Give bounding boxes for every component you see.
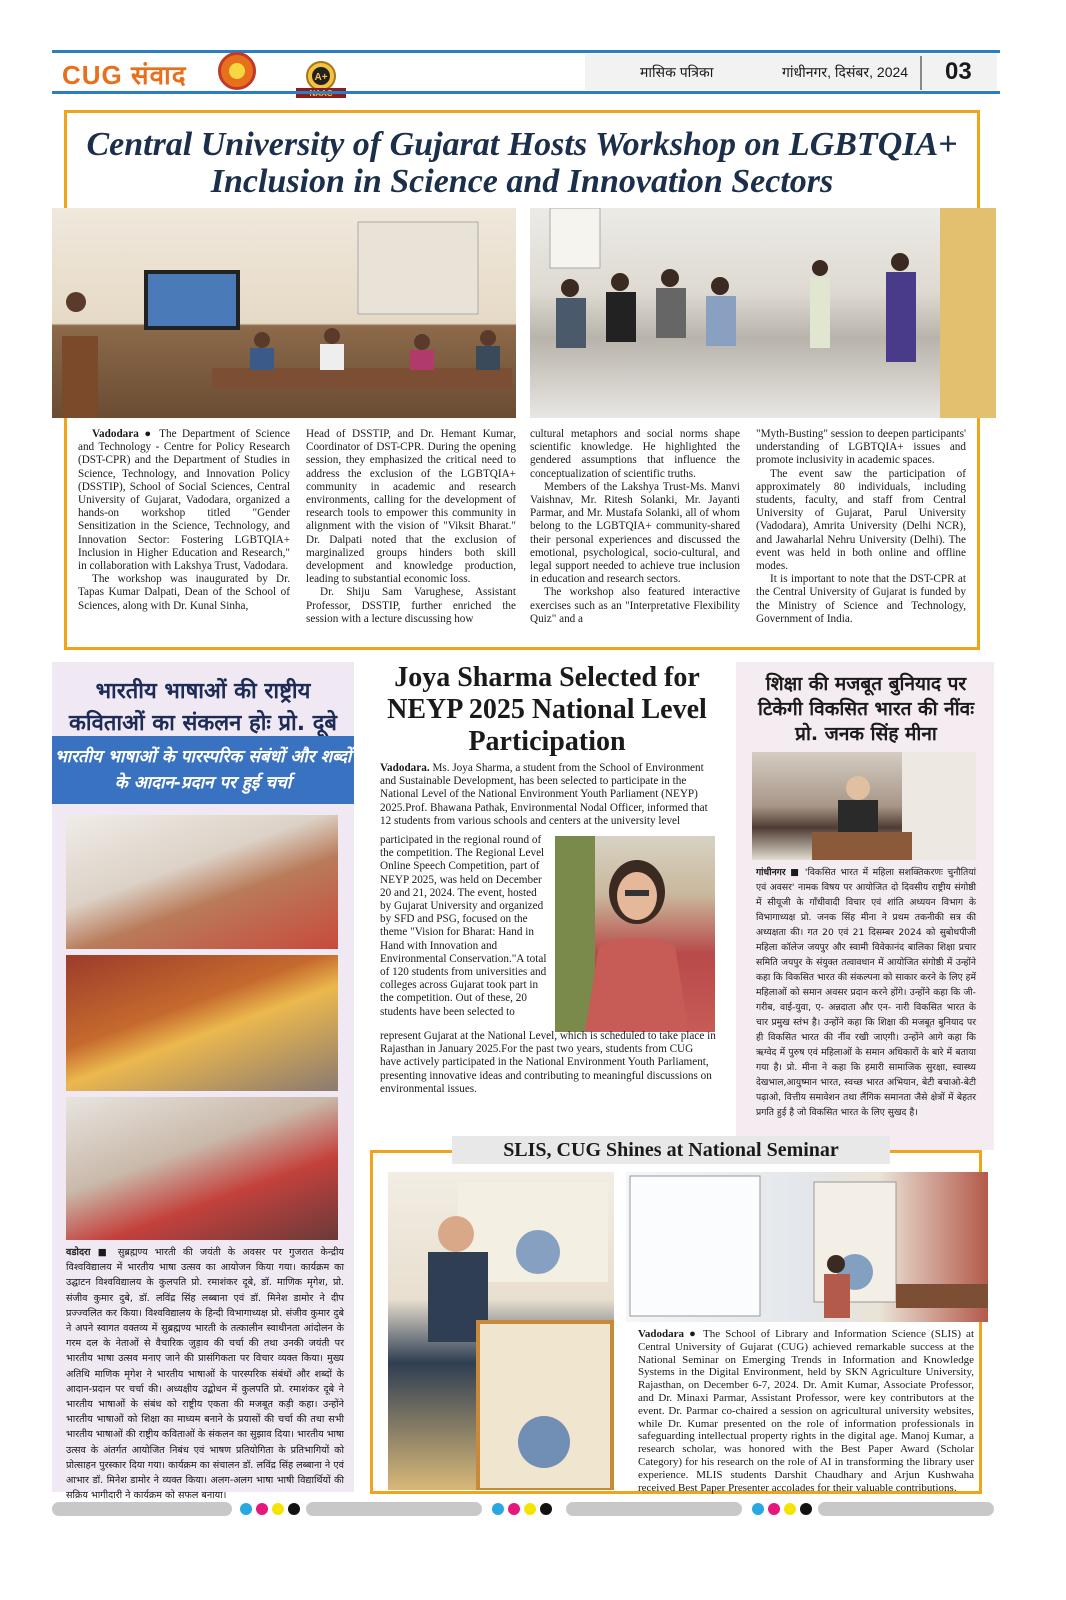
article1-location: Vadodara (92, 428, 139, 440)
footer-bar-2 (306, 1502, 482, 1516)
slis-body: Vadodara ● The School of Library and Information Science (SLIS) at Central University of Gujarat (CUG) achieved remarkable success at the National Seminar on Emerging Trends in Information and Knowledge Systems in the Digital Environment, held by SKN Agriculture University, Rajasthan, on December 6-7, 2024. Dr. Amit Kumar, Associate Professor, and Dr. Minaxi Parmar, Assistant Professor, were key contributors at the event. Dr. Parmar co-chaired a session on agricultural university websites, while Dr. Kumar presented on the role of information professionals in safeguarding intellectual property rights in the digital age. Manoj Kumar, a research scholar, was honored with the Best Paper Award (Scholar Category) for his research on the role of AI in transforming the library user experience. MLIS students Darshit Chaudhary and Arjun Kushwaha received Best Paper Presenter accolades for their valuable contributions. (638, 1328, 974, 1494)
footer-dot-black-1 (288, 1503, 300, 1515)
footer-dot-cyan-3 (752, 1503, 764, 1515)
article1-col3b-text: Members of the Lakshya Trust-Ms. Manvi Vaishnav, Mr. Ritesh Solanki, Mr. Jayanti Parmar, and Mr. Mustafa Solanki, all of whom belong to the LGBTQIA+ community-shared their personal experiences and discussed the emotional, psychological, socio-cultural, and legal support needed to achieve true inclusion in education and research sectors. (530, 480, 740, 586)
article1-photo-stage (52, 208, 516, 418)
article1-title: Central University of Gujarat Hosts Workshop on LGBTQIA+ Inclusion in Science and Innovation Sectors (86, 126, 958, 200)
footer-dot-yellow-1 (272, 1503, 284, 1515)
hindi-right-title: शिक्षा की मजबूत बुनियाद पर टिकेगी विकसित भारत की नींवः प्रो. जनक सिंह मीना (757, 673, 975, 745)
article1-col4c-text: It is important to note that the DST-CPR at the Central University of Gujarat is funded by the Ministry of Science and Technology, Government of India. (756, 573, 966, 625)
header-rule-top (52, 50, 1000, 53)
joya-body-middle: participated in the regional round of the competition. The Regional Level Online Speech Competition, part of NEYP 2025, was held on December 20 and 21, 2024. The event, hosted by Gujarat University and organized by SFD and PSG, focused on the theme "Vision for Bharat: Hand in Hand with Innovation and Environmental Conservation."A total of 120 students from universities and colleges across Gujarat took part in the competition. Out of these, 20 students have been selected to (380, 834, 547, 1018)
hindi-left-title: भारतीय भाषाओं की राष्ट्रीय कविताओं का संकलन होः प्रो. दूबे (69, 679, 337, 736)
article1-col1-text: The Department of Science and Technology - Centre for Policy Research (DST-CPR) and the Department of Studies in Science, Technology, and Innovation Policy (DSSTIP), School of Social Sciences, Central University of Gujarat, Vadodara, organized a hands-on workshop titled "Gender Sensitization in the Science, Technology, and Innovation Sector: Fostering LGBTQIA+ Inclusion in Higher Education and Research," in collaboration with Lakshya Trust, Vadodara. (78, 428, 291, 573)
footer-dot-yellow-2 (524, 1503, 536, 1515)
slis-photo-speaker (388, 1172, 614, 1490)
article1-col2-text: Head of DSSTIP, and Dr. Hemant Kumar, Coordinator of DST-CPR. During the opening session, they emphasized the critical need to address the exclusion of the LGBTQIA+ community in academic and research environments, calling for the development of research tools to empower this community in alignment with the vision of "Viksit Bharat." Dr. Dalpati noted that the exclusion of marginalized groups hinders both skill development and knowledge production, leading to substantial economic loss. (306, 428, 516, 586)
footer-bar-1 (52, 1502, 232, 1516)
hindi-right-photo (752, 752, 976, 860)
footer-dot-cyan-2 (492, 1503, 504, 1515)
hindi-left-photo-1 (66, 815, 338, 949)
naac-grade: A+ (314, 72, 328, 83)
header-rule-bottom (52, 91, 1000, 94)
article1-column-1: Vadodara ● The Department of Science and Technology - Centre for Policy Research (DST-CPR) and the Department of Studies in Science, Technology, and Innovation Policy (DSSTIP), School of Social Sciences, Central University of Gujarat, Vadodara, organized a hands-on workshop titled "Gender Sensitization in the Science, Technology, and Innovation Sector: Fostering LGBTQIA+ Inclusion in Higher Education and Research," in collaboration with Lakshya Trust, Vadodara. The workshop was inaugurated by Dr. Tapas Kumar Dalpati, Dean of the School of Sciences, along with Dr. Kunal Sinha, (78, 428, 291, 612)
hindi-right-body: गांधीनगर ■ 'विकसित भारत में महिला सशक्तिकरणः चुनौतियां एवं अवसर' नामक विषय पर आयोजित दो दिवसीय राष्ट्रीय संगोष्ठी में सीयूजी के गाँधीवादी विचार एवं शांति अध्ययन विभाग के विभागाध्यक्ष प्रो. जनक सिंह मीना ने प्रथम तकनीकी सत्र की अध्यक्षता की। गत 20 एवं 21 दिसम्बर 2024 को सुबोधपीजी महिला कॉलेज जयपुर और स्वामी विवेकानंद बालिका शिक्षा प्रचार समिति जयपुर के संयुक्त तत्वावधान में आयोजित संगोष्ठी में उन्होंने कहा कि विकसित भारत की संकल्पना को साकार करने के लिए हमें महिलाओं को समान अवसर प्रदान करने होंगे। उन्होंने कहा कि जी- गरीब, वाई-युवा, ए- अन्नदाता और एन- नारी विकसित भारत के चार प्रमुख स्तंभ है। उन्होंने कहा कि शिक्षा की मजबूत बुनियाद पर ही विकसित भारत की नींव रखी जाएगी। उन्होंने आगे कहा कि ऋग्वेद में पुरुष एवं महिलाओं के समान अधिकारों के बारे में बताया गया है। प्रो. मीना ने कहा कि हमारी सामाजिक सुरक्षा, स्वास्थ्य देखभाल,आयुष्मान भारत, स्वच्छ भारत अभियान, बेटी बचाओ-बेटी पढ़ाओ, वित्तीय समावेशन तथा लैंगिक समानता जैसे क्षेत्रों में बेहतर प्रगति हुई है जो विकसित भारत के लिए सुखद है। (756, 867, 976, 1118)
article1-photo-audience (530, 208, 996, 418)
article1-column-2 (306, 428, 516, 626)
naac-badge (290, 60, 352, 100)
hindi-right-text: 'विकसित भारत में महिला सशक्तिकरणः चुनौतियां एवं अवसर' नामक विषय पर आयोजित दो दिवसीय राष्ट्रीय संगोष्ठी में सीयूजी के गाँधीवादी विचार एवं शांति अध्ययन विभाग के विभागाध्यक्ष प्रो. जनक सिंह मीना ने प्रथम तकनीकी सत्र की अध्यक्षता की। गत 20 एवं 21 दिसम्बर 2024 को सुबोधपीजी महिला कॉलेज जयपुर और स्वामी विवेकानंद बालिका शिक्षा प्रचार समिति जयपुर के संयुक्त तत्वावधान में आयोजित संगोष्ठी में उन्होंने कहा कि विकसित भारत की संकल्पना को साकार करने के लिए हमें महिलाओं को समान अवसर प्रदान करने होंगे। उन्होंने कहा कि जी- गरीब, वाई-युवा, ए- अन्नदाता और एन- नारी विकसित भारत के चार प्रमुख स्तंभ है। उन्होंने कहा कि शिक्षा की मजबूत बुनियाद पर ही विकसित भारत की नींव रखी जाएगी। उन्होंने आगे कहा कि ऋग्वेद में पुरुष एवं महिलाओं के समान अधिकारों के बारे में बताया गया है। प्रो. मीना ने कहा कि हमारी सामाजिक सुरक्षा, स्वास्थ्य देखभाल,आयुष्मान भारत, स्वच्छ भारत अभियान, बेटी बचाओ-बेटी पढ़ाओ, वित्तीय समावेशन तथा लैंगिक समानता जैसे क्षेत्रों में बेहतर प्रगति हुई है जो विकसित भारत के लिए सुखद है। (756, 867, 976, 1118)
slis-title: SLIS, CUG Shines at National Seminar (452, 1136, 890, 1164)
hindi-right-location: गांधीनगर (756, 867, 786, 878)
footer-bar-4 (818, 1502, 994, 1516)
footer-dot-cyan-1 (240, 1503, 252, 1515)
joya-location: Vadodara. (380, 762, 430, 774)
slis-text: The School of Library and Information Science (SLIS) at Central University of Gujarat (CUG) achieved remarkable success at the National Seminar on Emerging Trends in Information and Knowledge Systems in the Digital Environment, held by SKN Agriculture University, Rajasthan, on December 6-7, 2024. Dr. Amit Kumar, Associate Professor, and Dr. Minaxi Parmar, Assistant Professor, were key contributors at the event. Dr. Parmar co-chaired a session on agricultural university websites, while Dr. Kumar presented on the role of information professionals in safeguarding intellectual property rights in the digital age. Manoj Kumar, a research scholar, was honored with the Best Paper Award (Scholar Category) for his research on the role of AI in transforming the library user experience. MLIS students Darshit Chaudhary and Arjun Kushwaha received Best Paper Presenter accolades for their valuable contributions. (638, 1328, 974, 1494)
footer-dot-magenta-3 (768, 1503, 780, 1515)
article1-col4-text: "Myth-Busting" session to deepen participants' understanding of LGBTQIA+ issues and promote inclusivity in academic spaces. (756, 428, 967, 467)
footer-dot-black-3 (800, 1503, 812, 1515)
slis-location: Vadodara (638, 1328, 685, 1340)
page-number: 03 (945, 58, 972, 85)
article1-col4b-text: The event saw the participation of approximately 80 individuals, including students, faculty, and staff from Central University of Gujarat, Parul University (Vadodara), Amrita University (Delhi NCR), and Jawaharlal Nehru University (Delhi). The event was held in both online and offline modes. (756, 467, 966, 573)
header-monthly: मासिक पत्रिका (640, 64, 714, 80)
article1-column-3 (530, 428, 740, 626)
footer-dot-magenta-1 (256, 1503, 268, 1515)
hindi-left-subtitle: भारतीय भाषाओं के पारस्परिक संबंधों और शब्दों के आदान-प्रदान पर हुई चर्चा (52, 736, 354, 804)
header-date: गांधीनगर, दिसंबर, 2024 (782, 64, 909, 80)
hindi-left-text: सुब्रह्मण्य भारती की जयंती के अवसर पर गुजरात केन्द्रीय विश्वविद्यालय में भारतीय भाषा उत्सव का आयोजन किया गया। कार्यक्रम का उद्घाटन विश्वविद्यालय के कुलपति प्रो. रमाशंकर दूबे, डॉ. माणिक मृगेश, प्रो. संजीव कुमार दुबे, डॉ. लविंद्र सिंह लब्बाना एवं डॉ. मिनेश डामोर ने दीप प्रज्ज्वलित कर किया। विश्वविद्यालय के हिन्दी विभागाध्यक्ष प्रो. संजीव कुमार दुबे ने अपने स्वागत वक्तव्य में सुब्रह्मण्य भारती के तत्कालीन स्वाधीनता आंदोलन के गरम दल के नेताओं से वैचारिक जुड़ाव की चर्चा की तथा उनकी जयंती पर भारतीय भाषा उत्सव मनाए जाने की प्रासंगिकता पर विचार व्यक्त किया। मुख्य अतिथि माणिक मृगेश ने भारतीय भाषाओं के पारस्परिक संबंधों और शब्दों के आदान-प्रदान पर चर्चा की। अध्यक्षीय उद्बोधन में कुलपति प्रो. रमाशंकर दूबे ने भारतीय भाषाओं के संबंध को राष्ट्रीय एकता की मजबूत कड़ी कहा। उन्होंने भारतीय भाषाओं को शिक्षा का माध्यम बनाने के प्रयासों की चर्चा की तथा सभी भारतीय भाषाओं की राष्ट्रीय कविताओं के संकलन का सुझाव दिया। भारतीय भाषा उत्सव के अंतर्गत आयोजित निबंध एवं भाषण प्रतियोगिता के प्रतिभागियों को प्रोत्साहन पुरस्कार दिया गया। कार्यक्रम का संचालन डॉ. लविंद्र सिंह लब्बाना ने एवं आभार डॉ. मिनेश डामोर ने व्यक्त किया। अलग-अलग भाषा भाषी विद्यार्थियों की सक्रिय भागीदारी ने कार्यक्रम को सफल बनाया। (66, 1247, 344, 1502)
joya-body-top (380, 762, 716, 828)
article1-col2b-text: Dr. Shiju Sam Varughese, Assistant Professor, DSSTIP, further enriched the session with a lecture discussing how (306, 586, 516, 625)
slis-photo-presentation (626, 1172, 988, 1322)
footer-dot-magenta-2 (508, 1503, 520, 1515)
footer-dot-black-2 (540, 1503, 552, 1515)
article1-col1b-text: The workshop was inaugurated by Dr. Tapas Kumar Dalpati, Dean of the School of Sciences, along with Dr. Kunal Sinha, (78, 573, 290, 612)
masthead-logo: CUG संवाद (62, 60, 187, 90)
hindi-left-photo-3 (66, 1097, 338, 1240)
hindi-left-photo-2 (66, 955, 338, 1091)
university-emblem-icon (218, 52, 256, 90)
article1-column-4 (756, 428, 966, 626)
joya-body-tail: represent Gujarat at the National Level, which is scheduled to take place in Rajasthan in January 2025.For the past two years, students from CUG have actively participated in the National Environment Youth Parliament, presenting innovative ideas and contributing to meaningful discussions on environmental issues. (380, 1030, 716, 1095)
article1-col3c-text: The workshop also featured interactive exercises such as an "Interpretative Flexibility Quiz" and a (530, 586, 740, 625)
joya-photo (555, 836, 715, 1032)
hindi-left-body: वडोदरा ■ सुब्रह्मण्य भारती की जयंती के अवसर पर गुजरात केन्द्रीय विश्वविद्यालय में भारतीय भाषा उत्सव का आयोजन किया गया। कार्यक्रम का उद्घाटन विश्वविद्यालय के कुलपति प्रो. रमाशंकर दूबे, डॉ. माणिक मृगेश, प्रो. संजीव कुमार दुबे, डॉ. लविंद्र सिंह लब्बाना एवं डॉ. मिनेश डामोर ने दीप प्रज्ज्वलित कर किया। विश्वविद्यालय के हिन्दी विभागाध्यक्ष प्रो. संजीव कुमार दुबे ने अपने स्वागत वक्तव्य में सुब्रह्मण्य भारती के तत्कालीन स्वाधीनता आंदोलन के गरम दल के नेताओं से वैचारिक जुड़ाव की चर्चा की तथा उनकी जयंती पर भारतीय भाषा उत्सव मनाए जाने की प्रासंगिकता पर विचार व्यक्त किया। मुख्य अतिथि माणिक मृगेश ने भारतीय भाषाओं के पारस्परिक संबंधों और शब्दों के आदान-प्रदान पर चर्चा की। अध्यक्षीय उद्बोधन में कुलपति प्रो. रमाशंकर दूबे ने भारतीय भाषाओं के संबंध को राष्ट्रीय एकता की मजबूत कड़ी कहा। उन्होंने भारतीय भाषाओं को शिक्षा का माध्यम बनाने के प्रयासों की चर्चा की तथा सभी भारतीय भाषाओं की राष्ट्रीय कविताओं के संकलन का सुझाव दिया। भारतीय भाषा उत्सव के अंतर्गत आयोजित निबंध एवं भाषण प्रतियोगिता के प्रतिभागियों को प्रोत्साहन पुरस्कार दिया गया। कार्यक्रम का संचालन डॉ. लविंद्र सिंह लब्बाना ने एवं आभार डॉ. मिनेश डामोर ने व्यक्त किया। अलग-अलग भाषा भाषी विद्यार्थियों की सक्रिय भागीदारी ने कार्यक्रम को सफल बनाया। (66, 1247, 344, 1502)
joya-title: Joya Sharma Selected for NEYP 2025 National Level Participation (387, 662, 707, 757)
footer-bar-3 (566, 1502, 742, 1516)
hindi-left-location: वडोदरा (66, 1247, 91, 1258)
header-separator (920, 56, 922, 90)
joya-top-text: Ms. Joya Sharma, a student from the School of Environment and Sustainable Development, has been selected to participate in the National Level of the National Environment Youth Parliament (NEYP) 2025.Prof. Bhawana Pathak, Environmental Nodal Officer, informed that 12 students from various schools and centers at the university level (380, 762, 708, 827)
footer-dot-yellow-3 (784, 1503, 796, 1515)
article1-col3-text: cultural metaphors and social norms shape scientific knowledge. He highlighted the gendered assumptions that influence the conceptualization of scientific truths. (530, 428, 740, 480)
